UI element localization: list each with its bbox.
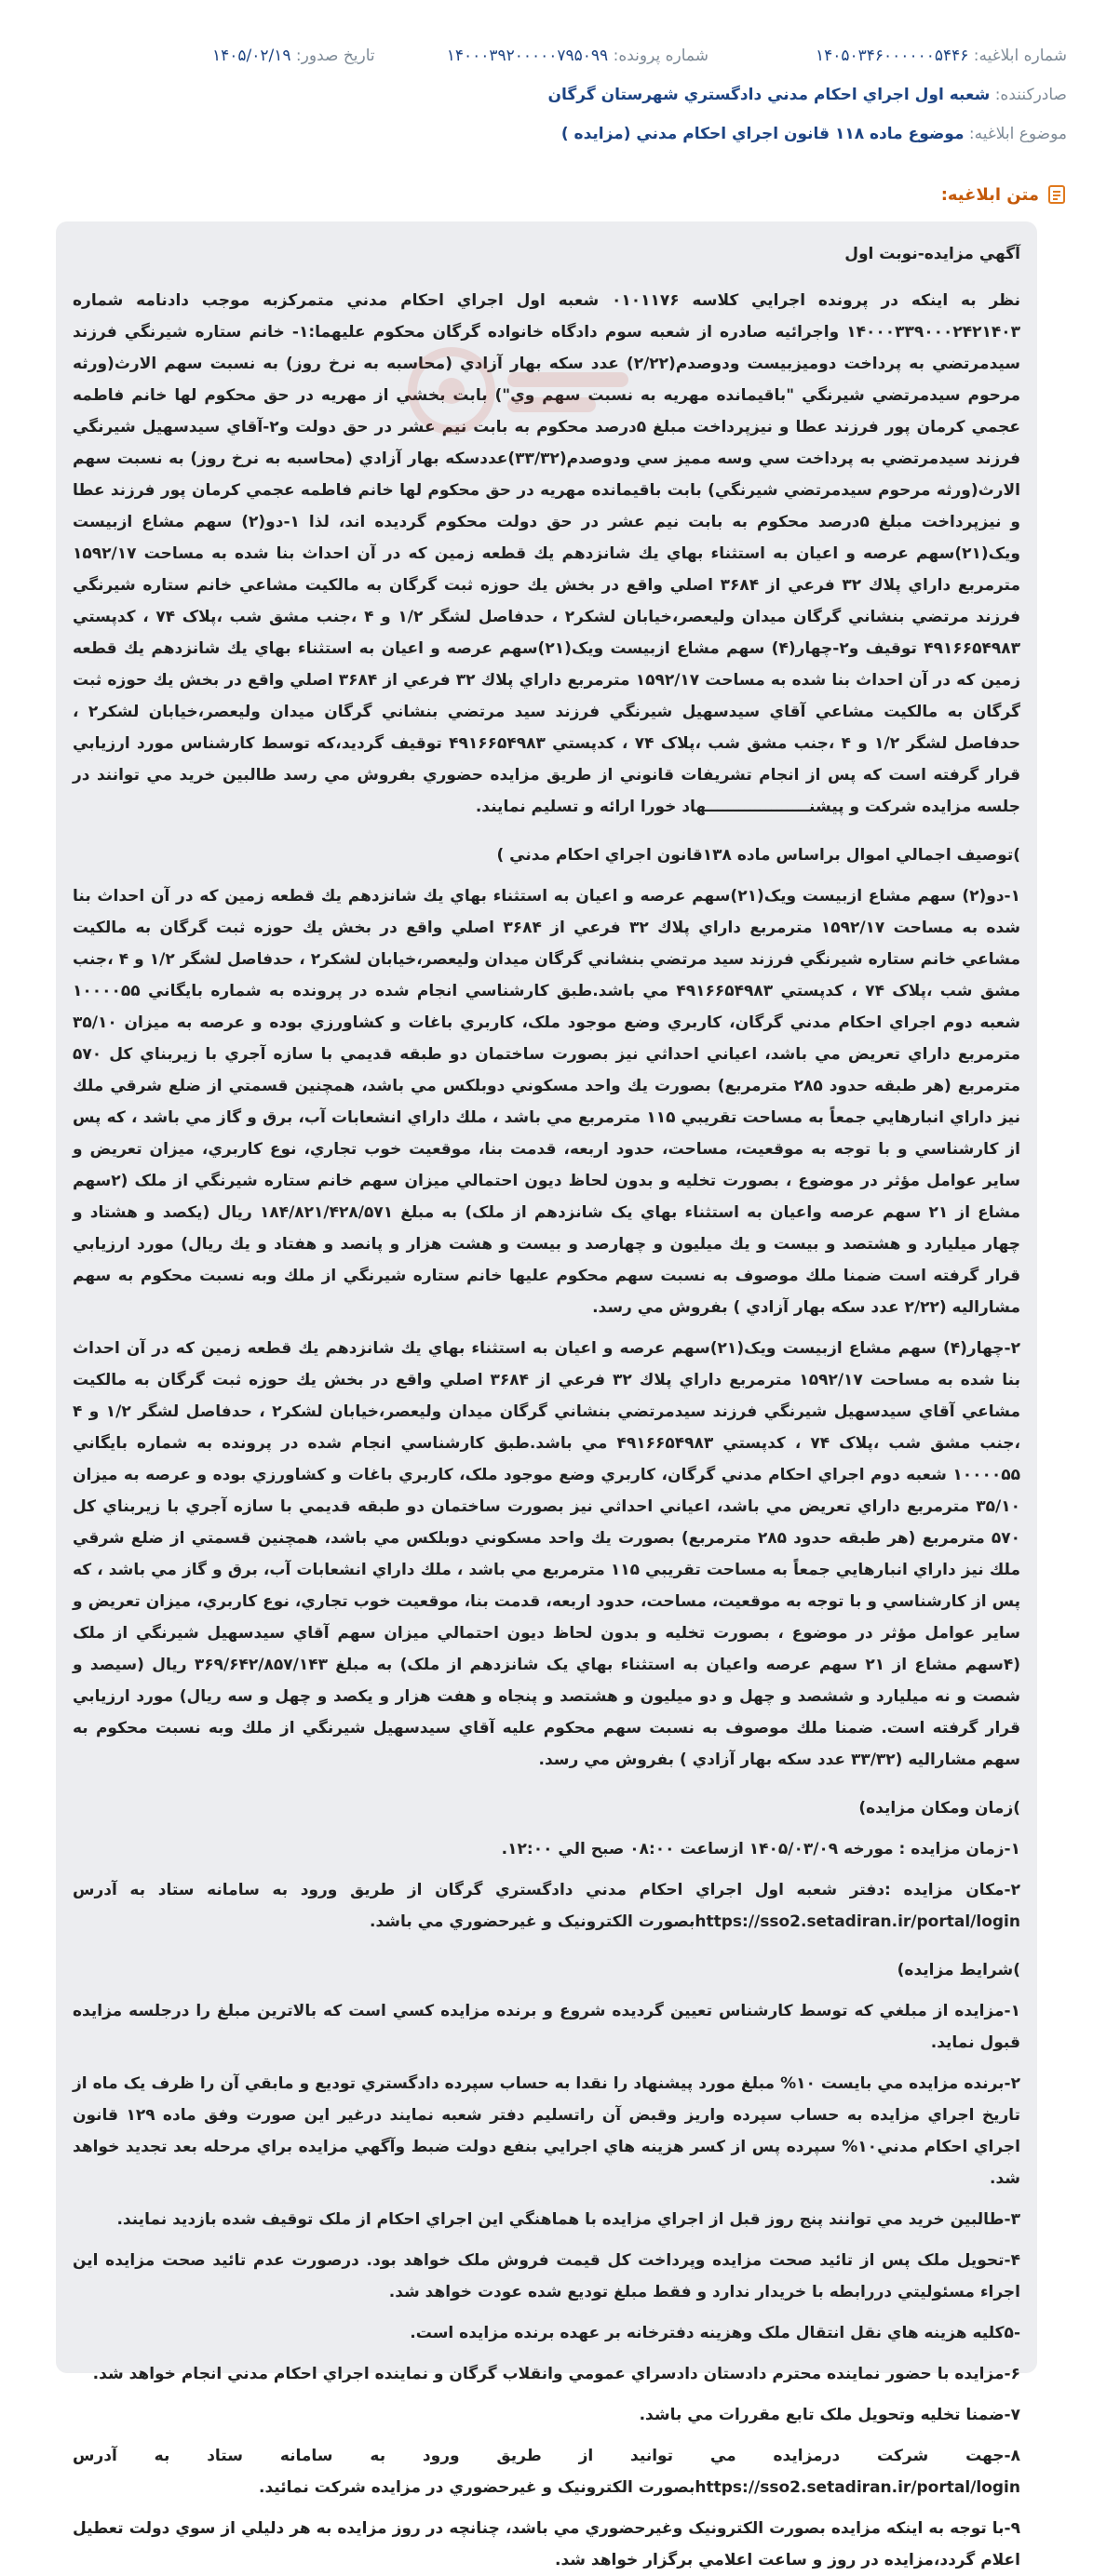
description-item-2: ۲-چهار(۴) سهم مشاع ازبيست ويک(۲۱)سهم عرصه و اعيان به استثناء بهاي يك شانزدهم يك قطعه زمين كه در آن احداث بنا شده به مساحت ۱۵۹۲/۱۷ مترمربع داراي پلاك ۳۲ فرعي از ۳۶۸۴ اصلي واقع در بخش يك حوزه ثبت گرگان به مالكيت مشاعي آقاي سيدسهيل شيرنگي فرزند سيدمرتضي بنشاني گرگان ميدان وليعصر،خيابان لشكر۲ ، حدفاصل لشگر ۱/۲ و ۴ ،جنب مشق شب ،پلاک ۷۴ ، کدپستي ۴۹۱۶۶۵۴۹۸۳ مي باشد.طبق كارشناسي انجام شده در پرونده به شماره بايگاني ۱۰۰۰۰۵۵ شعبه دوم اجراي احكام مدني گرگان، كاربري وضع موجود ملک، كاربري باغات و كشاورزي بوده و عرصه به ميزان ۳۵/۱۰ مترمربع داراي تعريض مي باشد، اعياني احداثي نيز بصورت ساختمان دو طبقه قديمي با سازه آجري با زيربناي کل ۵۷۰ مترمربع (هر طبقه حدود ۲۸۵ مترمربع) بصورت يك واحد مسكوني دوبلكس مي باشد، همچنين قسمتي از ضلع شرقي ملك نيز داراي انبارهايي جمعاً به مساحت تقريبي ۱۱۵ مترمربع مي باشد ، ملك داراي انشعابات آب، برق و گاز مي باشد ، كه پس از كارشناسي و با توجه به موقعيت، مساحت، حدود اربعه، قدمت بنا، موقعيت خوب تجاري، نوع كاربري، ميزان تعريض و ساير عوامل مؤثر در موضوع ، بصورت تخليه و بدون لحاظ ديون احتمالي ميزان سهم آقاي سيدسهيل شيرنگي از ملک (۴سهم مشاع از ۲۱ سهم عرصه واعيان به استثناء بهاي يک شانزدهم از ملک) به مبلغ ۳۶۹/۶۴۲/۸۵۷/۱۴۳ ريال (سيصد و شصت و نه ميليارد و ششصد و چهل و دو ميليون و هشتصد و پنجاه و هفت هزار و يكصد و چهل و سه ريال) مورد ارزيابي قرار گرفته است. ضمنا ملك موصوف به نسبت سهم محكوم عليه آقاي سيدسهيل شيرنگي از ملك وبه نسبت محكوم به سهم مشاراليه (۳۳/۳۲ عدد سكه بهار آزادي ) بفروش مي رسد. — [73, 1339, 1021, 1769]
notice-number — [816, 47, 1067, 65]
notice-body — [56, 221, 1037, 2569]
condition-7: ۷-ضمنا تخليه وتحويل ملک تابع مقررات مي باشد. — [639, 2406, 1020, 2424]
issuer-value: شعبه اول اجراي احكام مدني دادگستري شهرستان گرگان — [547, 86, 991, 104]
condition-8: ۸-جهت شركت درمزايده مي توانيد از طريق ورود به سامانه ستاد به آدرس https://sso2.setadiran.ir/portal/loginبصورت الکترونيک و غيرحضوري در مزايده شركت نمائيد. — [73, 2447, 1020, 2497]
condition-3: ۳-طالبين خريد مي توانند پنج روز قبل از اجراي مزايده با هماهنگي اين اجراي احكام از ملک توقيف شده بازديد نمايند. — [116, 2210, 1020, 2229]
description-heading: )توصيف اجمالي اموال براساس ماده ۱۳۸قانون اجراي احکام مدني ) — [496, 846, 1020, 865]
subject-row — [561, 125, 1067, 143]
time-place-heading: )زمان ومکان مزايده) — [858, 1799, 1020, 1818]
notice-number-label: شماره ابلاغيه: — [973, 47, 1067, 65]
conditions-heading: )شرايط مزايده) — [897, 1961, 1020, 1979]
notice-heading: آگهي مزايده-نوبت اول — [844, 245, 1020, 263]
subject-value: موضوع ماده ۱۱۸ قانون اجراي احکام مدني (مزايده ) — [560, 125, 965, 143]
issuer-label: صادرکننده: — [994, 86, 1067, 104]
issue-date — [212, 47, 375, 65]
case-number-value: ۱۴۰۰۰۳۹۲۰۰۰۰۰۷۹۵۰۹۹ — [446, 47, 609, 65]
document-icon — [1046, 184, 1067, 205]
notice-text-label: متن ابلاغيه: — [940, 184, 1039, 205]
auction-place: ۲-مکان مزايده :دفتر شعبه اول اجراي احكام مدني دادگستري گرگان از طريق ورود به سامانه ستاد به آدرس https://sso2.setadiran.ir/portal/loginبصورت الکترونيک و غيرحضوري مي باشد. — [73, 1881, 1020, 1931]
auction-time: ۱-زمان مزايده : مورخه ۱۴۰۵/۰۳/۰۹ ازساعت ۰۸:۰۰ صبح الي ۱۲:۰۰. — [501, 1840, 1020, 1858]
condition-9: ۹-با توجه به اينکه مزايده بصورت الكترونيک وغيرحضوري مي باشد، چنانچه در روز مزايده به هر دليلي از سوي دولت تعطيل اعلام گردد،مزايده در روز و ساعت اعلامي برگزار خواهد شد. — [73, 2519, 1020, 2569]
notice-number-value: ۱۴۰۵۰۳۴۶۰۰۰۰۰۰۵۴۴۶ — [816, 47, 969, 65]
case-number — [447, 47, 708, 65]
condition-1: ۱-مزايده از مبلغي که توسط کارشناس تعيين گرديده شروع و برنده مزايده کسي است که بالاترين مبلغ را درجلسه مزايده قبول نمايد. — [73, 2002, 1020, 2052]
condition-6: ۶-مزايده با حضور نماينده محترم دادستان دادسراي عمومي وانقلاب گرگان و نماينده اجراي احكام مدني انجام خواهد شد. — [92, 2365, 1020, 2383]
notice-text-title — [941, 184, 1067, 205]
issue-date-label: تاريخ صدور: — [295, 47, 375, 65]
subject-label: موضوع ابلاغيه: — [968, 125, 1067, 143]
notice-paragraph: نظر به اينکه در پرونده اجرايي کلاسه ۰۱۰۱۱۷۶ شعبه اول اجراي احكام مدني متمركزبه موجب دادنامه شماره ۱۴۰۰۰۳۳۹۰۰۰۲۴۲۱۴۰۳ واجرائيه صادره از شعبه سوم دادگاه خانواده گرگان محکوم عليهما:۱- خانم ستاره شيرنگي فرزند سيدمرتضي به پرداخت دوميزبيست ودوصدم(۲/۲۲) عدد سكه بهار آزادي (محاسبه به نرخ روز) به نسبت سهم الارث(ورثه مرحوم سيدمرتضي شيرنگي "باقيمانده مهريه به نسبت سهم وي") بابت بخشي از مهريه در حق محكوم لها خانم فاطمه عجمي كرمان پور فرزند عطا و نيزپرداخت مبلغ ۵درصد محكوم به بابت نيم عشر در حق دولت و۲-آقاي سيدسهيل شيرنگي فرزند سيدمرتضي به پرداخت سي وسه مميز سي ودوصدم(۳۳/۳۲)عددسکه بهار آزادي (محاسبه به نرخ روز) به نسبت سهم الارث(ورثه مرحوم سيدمرتضي شيرنگي) بابت باقيمانده مهريه در حق محكوم لها خانم فاطمه عجمي كرمان پور فرزند عطا و نيزپرداخت مبلغ ۵درصد محكوم به بابت نيم عشر در حق دولت محکوم گرديده اند، لذا ۱-دو(۲) سهم مشاع ازبيست ويک(۲۱)سهم عرصه و اعيان به استثناء بهاي يك شانزدهم يك قطعه زمين كه در آن احداث بنا شده به مساحت ۱۵۹۲/۱۷ مترمربع داراي پلاك ۳۲ فرعي از ۳۶۸۴ اصلي واقع در بخش يك حوزه ثبت گرگان به مالكيت مشاعي خانم ستاره شيرنگي فرزند مرتضي بنشاني گرگان ميدان وليعصر،خيابان لشكر۲ ، حدفاصل لشگر ۱/۲ و ۴ ،جنب مشق شب ،پلاک ۷۴ ، کدپستي ۴۹۱۶۶۵۴۹۸۳ توقيف و۲-چهار(۴) سهم مشاع ازبيست ويک(۲۱)سهم عرصه و اعيان به استثناء بهاي يك شانزدهم يك قطعه زمين كه در آن احداث بنا شده به مساحت ۱۵۹۲/۱۷ مترمربع داراي پلاك ۳۲ فرعي از ۳۶۸۴ اصلي واقع در بخش يك حوزه ثبت گرگان به مالكيت مشاعي آقاي سيدسهيل شيرنگي فرزند سيد مرتضي بنشاني گرگان ميدان وليعصر،خيابان لشكر۲ ، حدفاصل لشگر ۱/۲ و ۴ ،جنب مشق شب ،پلاک ۷۴ ، کدپستي ۴۹۱۶۶۵۴۹۸۳ توقيف گرديد،که توسط کارشناس مورد ارزيابي قرار گرفته است که پس از انجام تشريفات قانوني از طريق مزايده حضوري بفروش مي رسد طالبين خريد مي توانند در جلسه مزايده شركت و پيشنـــــــــــــــــــهاد خورا ارائه و تسليم نمايند. — [73, 291, 1021, 816]
condition-4: ۴-تحويل ملک پس از تائيد صحت مزايده وپرداخت کل قيمت فروش ملک خواهد بود. درصورت عدم تائيد صحت مزايده اين اجراء مسئوليتي دررابطه با خريدار ندارد و فقط مبلغ توديع شده عودت خواهد شد. — [73, 2251, 1020, 2301]
issue-date-value: ۱۴۰۵/۰۲/۱۹ — [212, 47, 291, 65]
notice-header — [26, 47, 1067, 73]
description-item-1: ۱-دو(۲) سهم مشاع ازبيست ويک(۲۱)سهم عرصه و اعيان به استثناء بهاي يك شانزدهم يك قطعه زمين كه در آن احداث بنا شده به مساحت ۱۵۹۲/۱۷ مترمربع داراي پلاك ۳۲ فرعي از ۳۶۸۴ اصلي واقع در بخش يك حوزه ثبت گرگان به مالكيت مشاعي خانم ستاره شيرنگي فرزند سيد مرتضي بنشاني گرگان ميدان وليعصر،خيابان لشكر۲ ، حدفاصل لشگر ۱/۲ و ۴ ،جنب مشق شب ،پلاک ۷۴ ، کدپستي ۴۹۱۶۶۵۴۹۸۳ مي باشد.طبق كارشناسي انجام شده در پرونده به شماره بايگاني ۱۰۰۰۰۵۵ شعبه دوم اجراي احكام مدني گرگان، كاربري وضع موجود ملک، كاربري باغات و كشاورزي بوده و عرصه به ميزان ۳۵/۱۰ مترمربع داراي تعريض مي باشد، اعياني احداثي نيز بصورت ساختمان دو طبقه قديمي با سازه آجري با زيربناي کل ۵۷۰ مترمربع (هر طبقه حدود ۲۸۵ مترمربع) بصورت يك واحد مسكوني دوبلكس مي باشد، همچنين قسمتي از ضلع شرقي ملك نيز داراي انبارهايي جمعاً به مساحت تقريبي ۱۱۵ مترمربع مي باشد ، ملك داراي انشعابات آب، برق و گاز مي باشد ، كه پس از كارشناسي و با توجه به موقعيت، مساحت، حدود اربعه، قدمت بنا، موقعيت خوب تجاري، نوع كاربري، ميزان تعريض و ساير عوامل مؤثر در موضوع ، بصورت تخليه و بدون لحاظ ديون احتمالي ميزان سهم خانم ستاره شيرنگي از ملک (۲سهم مشاع از ۲۱ سهم عرصه واعيان به استثناء بهاي يک شانزدهم از ملک) به مبلغ ۱۸۴/۸۲۱/۴۲۸/۵۷۱ ريال (يكصد و هشتاد و چهار ميليارد و هشتصد و بيست و يك ميليون و چهارصد و بيست و هشت هزار و پانصد و هفتاد و يك ريال) مورد ارزيابي قرار گرفته است ضمنا ملك موصوف به نسبت سهم محكوم عليها خانم ستاره شيرنگي از ملك وبه نسبت محكوم به سهم مشاراليه (۲/۲۲ عدد سكه بهار آزادي ) بفروش مي رسد. — [73, 887, 1021, 1317]
condition-5: -۵کليه هزينه هاي نقل انتقال ملک وهزينه دفترخانه بر عهده برنده مزايده است. — [410, 2324, 1020, 2342]
issuer-row — [547, 86, 1067, 104]
case-number-label: شماره پرونده: — [613, 47, 708, 65]
condition-2: ۲-برنده مزايده مي بايست ۱۰% مبلغ مورد پيشنهاد را نقدا به حساب سپرده دادگستري توديع و مابقي آن را ظرف يک ماه از تاريخ اجراي مزايده به حساب سپرده واريز وقبض آن راتسليم دفتر شعبه نمايند درغير اين صورت وفق ماده ۱۲۹ قانون اجراي احکام مدني۱۰% سپرده پس از کسر هزينه هاي اجرايي بنفع دولت ضبط وآگهي مزايده براي مرحله بعد تجديد خواهد شد. — [73, 2074, 1021, 2188]
